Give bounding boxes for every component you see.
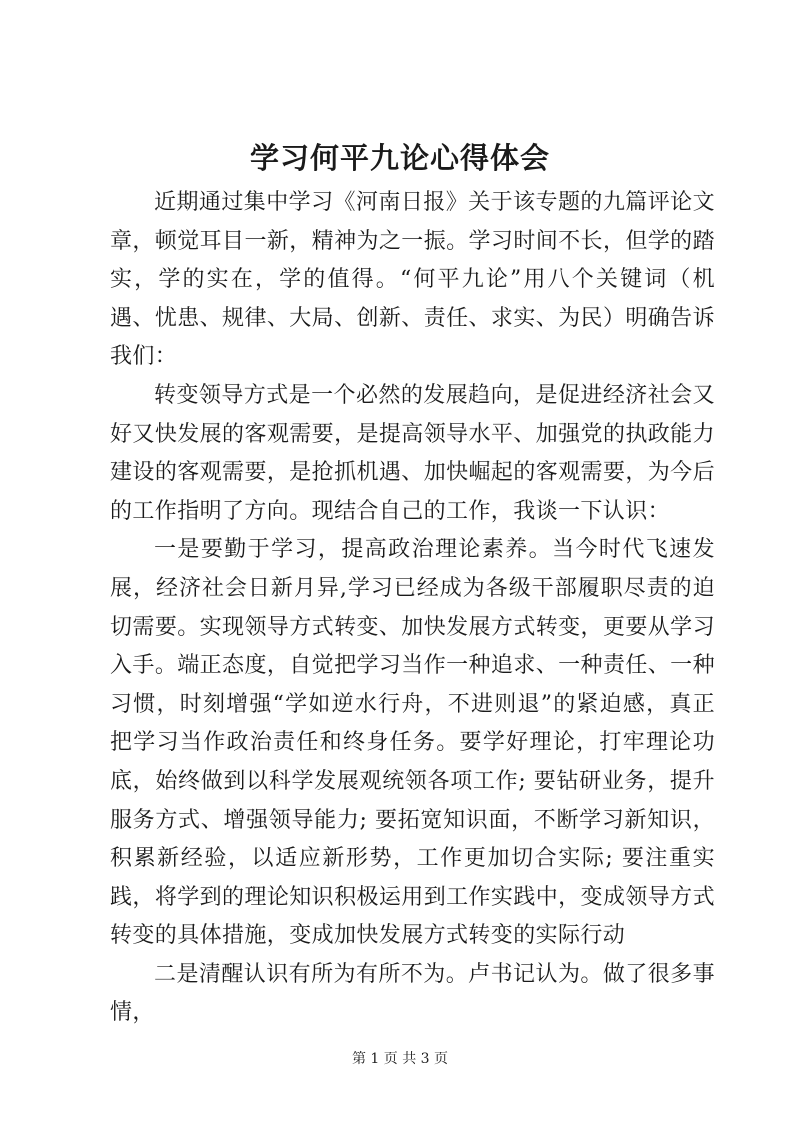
paragraph-leadership-change: 转变领导方式是一个必然的发展趋向，是促进经济社会又好又快发展的客观需要，是提高领导水平、加强党的执政能力建设的客观需要，是抢抓机遇、加快崛起的客观需要，为今后的工作指明了方向。现结合自己的工作，我谈一下认识：: [110, 382, 715, 524]
document-title: 学习何平九论心得体会: [249, 141, 550, 175]
document-body: [110, 184, 715, 1033]
page-number-footer: 第 1 页 共 3 页: [351, 1051, 449, 1067]
paragraph-intro: 近期通过集中学习《河南日报》关于该专题的九篇评论文章，顿觉耳目一新，精神为之一振。学习时间不长，但学的踏实，学的实在，学的值得。“何平九论”用八个关键词（机遇、忧患、规律、大局、创新、责任、求实、为民）明确告诉我们：: [110, 190, 715, 370]
paragraph-point-two: 二是清醒认识有所为有所不为。卢书记认为。做了很多事情，: [110, 961, 715, 1026]
paragraph-point-one: 一是要勤于学习，提高政治理论素养。当今时代飞速发展，经济社会日新月异,学习已经成为各级干部履职尽责的迫切需要。实现领导方式转变、加快发展方式转变，更要从学习入手。端正态度，自觉把学习当作一种追求、一种责任、一种习惯，时刻增强“学如逆水行舟，不进则退”的紧迫感，真正把学习当作政治责任和终身任务。要学好理论，打牢理论功底，始终做到以科学发展观统领各项工作; 要钻研业务，提升服务方式、增强领导能力; 要拓宽知识面，不断学习新知识，积累新经验，以适应新形势，工作更加切合实际; 要注重实践，将学到的理论知识积极运用到工作实践中，变成领导方式转变的具体措施，变成加快发展方式转变的实际行动: [110, 537, 715, 949]
